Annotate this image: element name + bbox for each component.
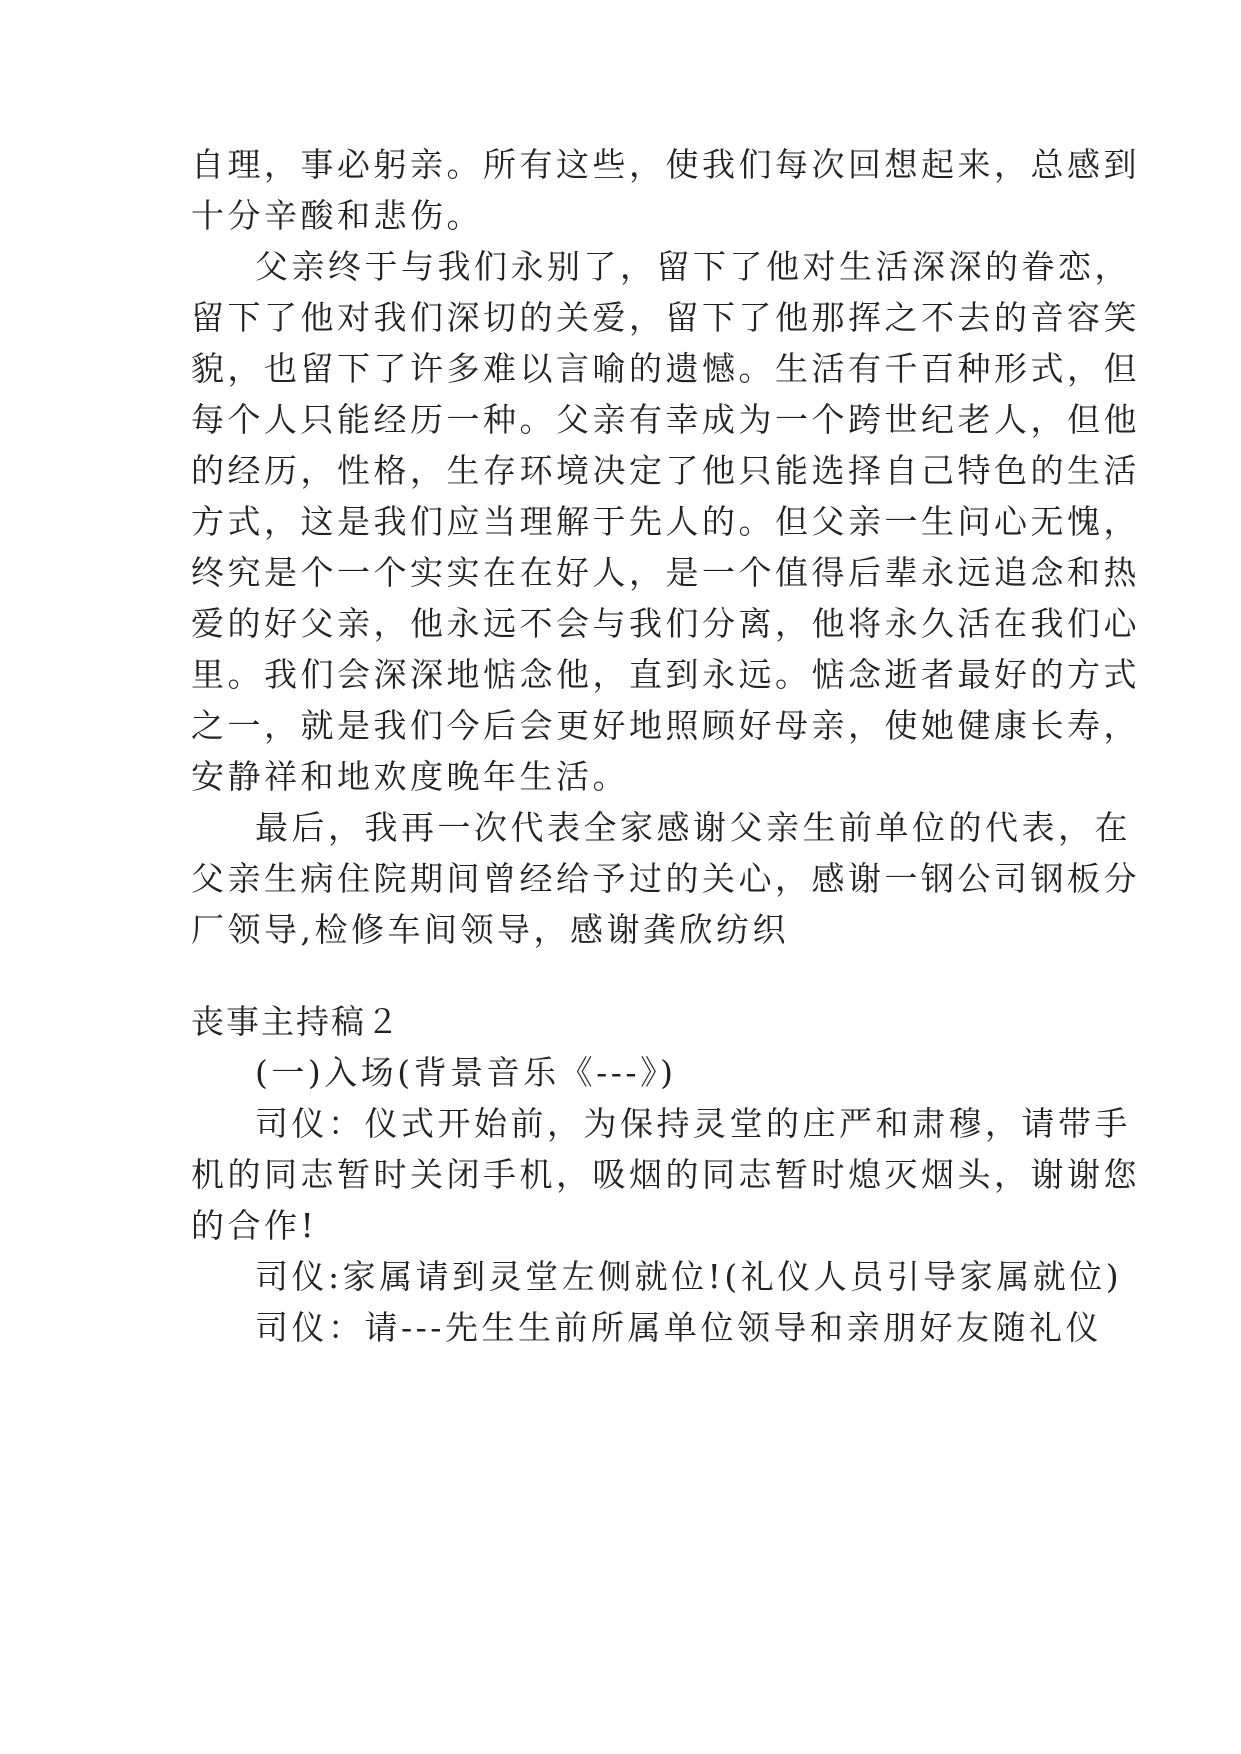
paragraph-line: 貌，也留下了许多难以言喻的遗憾。生活有千百种形式，但 [191, 349, 1140, 388]
paragraph-line: 的经历，性格，生存环境决定了他只能选择自己特色的生活 [191, 451, 1140, 490]
paragraph-line: 最后，我再一次代表全家感谢父亲生前单位的代表，在 [255, 808, 1131, 847]
paragraph-line: 终究是个一个实实在在好人，是一个值得后辈永远追念和热 [191, 553, 1140, 592]
paragraph-line: 厂领导,检修车间领导，感谢龚欣纺织 [191, 910, 789, 949]
paragraph-line: 方式，这是我们应当理解于先人的。但父亲一生问心无愧， [191, 502, 1140, 541]
paragraph-line: 之一，就是我们今后会更好地照顾好母亲，使她健康长寿， [191, 706, 1140, 745]
paragraph-line: 司仪:家属请到灵堂左侧就位!(礼仪人员引导家属就位) [255, 1257, 1123, 1296]
paragraph-line: 司仪：仪式开始前，为保持灵堂的庄严和肃穆，请带手 [255, 1104, 1131, 1143]
paragraph-line: 司仪：请---先生生前所属单位领导和亲朋好友随礼仪 [255, 1308, 1102, 1347]
paragraph-line: 自理，事必躬亲。所有这些，使我们每次回想起来，总感到 [191, 145, 1140, 184]
paragraph-line: 爱的好父亲，他永远不会与我们分离，他将永久活在我们心 [191, 604, 1140, 643]
paragraph-line: 机的同志暂时关闭手机，吸烟的同志暂时熄灭烟头，谢谢您 [191, 1155, 1140, 1194]
paragraph-line: 的合作! [191, 1206, 318, 1245]
paragraph-line: 每个人只能经历一种。父亲有幸成为一个跨世纪老人，但他 [191, 400, 1140, 439]
paragraph-line: 留下了他对我们深切的关爱，留下了他那挥之不去的音容笑 [191, 298, 1140, 337]
paragraph-line: 里。我们会深深地惦念他，直到永远。惦念逝者最好的方式 [191, 655, 1140, 694]
paragraph-line: 十分辛酸和悲伤。 [191, 196, 483, 235]
paragraph-line: 安静祥和地欢度晚年生活。 [191, 757, 629, 796]
paragraph-line: (一)入场(背景音乐《---》) [255, 1053, 677, 1092]
section-heading: 丧事主持稿２ [191, 1002, 401, 1041]
paragraph-line: 父亲终于与我们永别了，留下了他对生活深深的眷恋， [255, 247, 1131, 286]
paragraph-line: 父亲生病住院期间曾经给予过的关心，感谢一钢公司钢板分 [191, 859, 1140, 898]
